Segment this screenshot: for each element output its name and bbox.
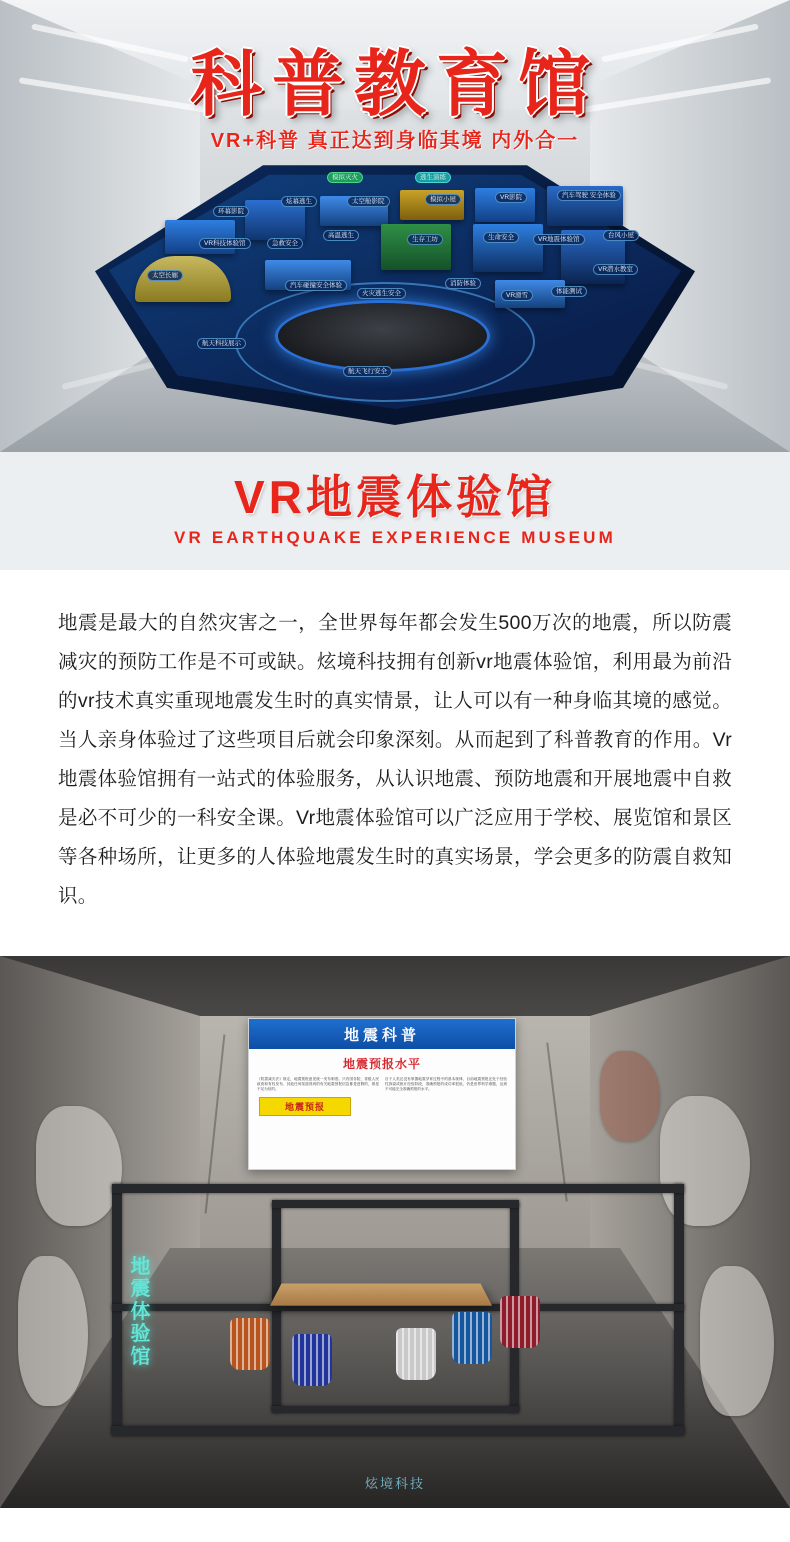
hall-label: 环幕影院 (213, 206, 249, 217)
hall-label: 生存工坊 (407, 234, 443, 245)
hall-label: 生命安全 (483, 232, 519, 243)
stool (500, 1296, 540, 1348)
cage-rail-top-inner (272, 1200, 519, 1208)
description-section (0, 570, 790, 956)
exhibition-hall-illustration (95, 160, 695, 425)
section-title-en: VR EARTHQUAKE EXPERIENCE MUSEUM (173, 528, 617, 547)
section-title-band (0, 452, 790, 570)
hall-green-area (381, 224, 451, 270)
hall-label: VR地震体验馆 (533, 234, 585, 245)
cage-rail-bottom (112, 1426, 684, 1436)
cage-vertical-label: 地震体验馆 (130, 1256, 152, 1368)
description-paragraph: 地震是最大的自然灾害之一，全世界每年都会发生500万次的地震，所以防震减灾的预防工作是不可或缺。炫境科技拥有创新vr地震体验馆，利用最为前沿的vr技术真实重现地震发生时的真实情景，让人可以有一种身临其境的感觉。当人亲身体验过了这些项目后就会印象深刻。从而起到了科普教育的作用。Vr地震体验馆拥有一站式的体验服务，从认识地震、预防地震和开展地震中自救是必不可少的一科安全课。Vr地震体验馆可以广泛应用于学校、展览馆和景区等各种场所，让更多的人体验地震发生时的真实场景，学会更多的防震自救知识。 (58, 612, 732, 907)
brick-patch (600, 1051, 660, 1141)
poster-title: 地震预报水平 (342, 1057, 421, 1071)
stool (292, 1334, 332, 1386)
hall-label: 太空长廊 (147, 270, 183, 281)
hall-label: 汽车碰撞安全体验 (285, 280, 347, 291)
product-photo (0, 956, 790, 1508)
hall-center-arena (275, 300, 490, 372)
hall-label: VR潜水教室 (593, 264, 638, 275)
hall-label: 体能测试 (551, 286, 587, 297)
shake-table-cage (112, 1184, 686, 1449)
hero-subtitle: VR+科普 真正达到身临其境 内外合一 (210, 130, 580, 152)
poster-columns (249, 1072, 515, 1093)
hall-label: VR科技体验馆 (199, 238, 251, 249)
hall-label: 炫幕逃生 (281, 196, 317, 207)
hall-label: 急救安全 (267, 238, 303, 249)
stool (452, 1312, 492, 1364)
hall-label: 模拟灭火 (327, 172, 363, 183)
hall-label: 逃生演练 (415, 172, 451, 183)
hall-label: 消防体验 (445, 278, 481, 289)
wall-texture (700, 1266, 774, 1416)
hall-label: 航天飞行安全 (343, 366, 392, 377)
wall-texture (18, 1256, 88, 1406)
hero-banner (0, 0, 790, 452)
hall-label: 火灾逃生安全 (357, 288, 406, 299)
section-title-cn: VR地震体验馆 (234, 471, 556, 523)
poster-tag: 地震预报 (259, 1097, 351, 1116)
cage-rail-bottom-inner (272, 1406, 519, 1413)
poster-header: 地震科普 (249, 1019, 515, 1049)
stool (396, 1328, 436, 1380)
hall-label: 航天科技展示 (197, 338, 246, 349)
poster-column-right: 自于人类还没有掌握地震孕育过程中的基本规律，目前地震预报还处于经验性探索或统计经验阶段，准确预报的成功率很低，仍是世界科学难题，达到不可能完全准确预报的水平。 (385, 1077, 507, 1092)
experience-table (270, 1283, 492, 1305)
hero-title: 科普教育馆 (189, 42, 600, 126)
stool (230, 1318, 270, 1370)
hall-label: 模拟小屋 (425, 194, 461, 205)
cage-rail-top (112, 1184, 684, 1193)
hall-label: VR影院 (495, 192, 527, 203)
wall-texture (36, 1106, 122, 1226)
watermark: 炫境科技 (364, 1476, 425, 1491)
hall-label: 高温逃生 (323, 230, 359, 241)
hall-label: 汽车驾驶 安全体验 (557, 190, 621, 201)
hall-label: 太空舱影院 (347, 196, 390, 207)
hall-label: VR滑雪 (501, 290, 533, 301)
earthquake-poster (248, 1018, 516, 1170)
hall-label: 台风小屋 (603, 230, 639, 241)
poster-column-left: 《防震减灾法》规定，地震预报意见统一发布制度。只有国务院、省级人民政府和有权发布、其他任何渠道得到的有关地震预报信息都是虚假的，都是不足为信的。 (257, 1077, 379, 1092)
